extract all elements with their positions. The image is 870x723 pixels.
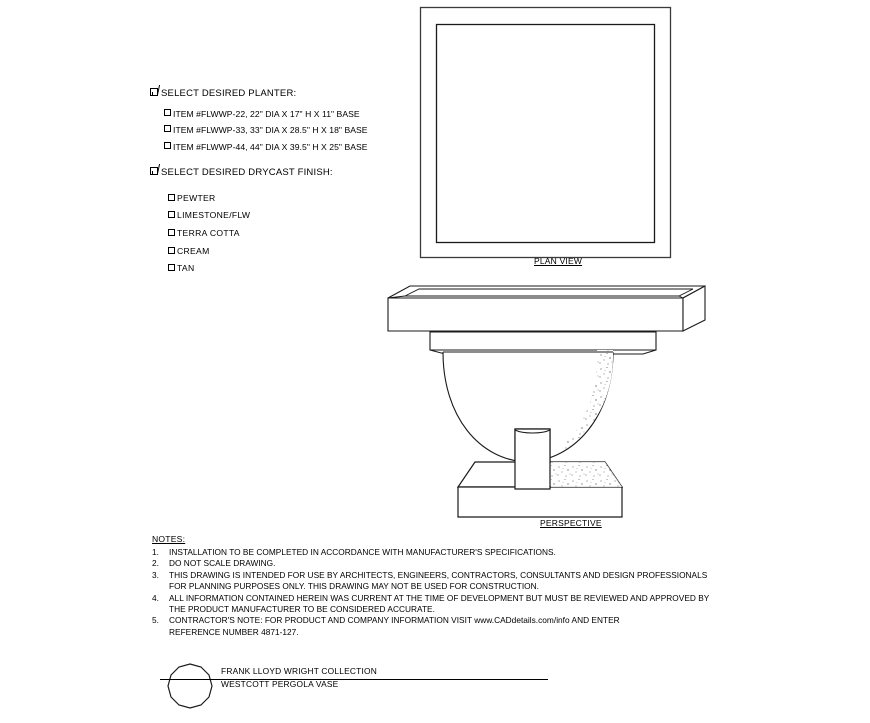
plan-outer-square [421, 8, 671, 258]
note-number: 3. [152, 569, 159, 580]
planter-option-label: ITEM #FLWWP-22, 22" DIA X 17" H X 11" BASE [173, 108, 360, 119]
rim-front-face [388, 298, 683, 331]
finish-option-row[interactable] [150, 264, 440, 273]
finish-option-checkbox[interactable] [168, 264, 175, 271]
note-line: CONTRACTOR'S NOTE: FOR PRODUCT AND COMPANY INFORMATION VISIT www.CADdetails.com/info AND ENTER [169, 615, 620, 626]
finish-option-checkbox[interactable] [168, 211, 175, 218]
plan-view-drawing [415, 0, 685, 280]
finish-option-checkbox[interactable] [168, 194, 175, 201]
finish-option-row[interactable] [150, 247, 440, 256]
planter-option-label: ITEM #FLWWP-44, 44" DIA X 39.5" H X 25" BASE [173, 141, 368, 152]
planter-option-checkbox[interactable] [164, 142, 171, 149]
note-line: THIS DRAWING IS INTENDED FOR USE BY ARCHITECTS, ENGINEERS, CONTRACTORS, CONSULTANTS AND DESIGN PROFESSIONALS [169, 569, 708, 580]
pedestal-stem-front [515, 429, 550, 489]
finish-option-label: PEWTER [177, 192, 216, 203]
planter-option-row[interactable] [150, 142, 440, 152]
note-line: REFERENCE NUMBER 4871-127. [169, 626, 299, 637]
finish-option-label: TAN [177, 263, 195, 274]
notes-title: NOTES: [152, 534, 186, 544]
spacer [150, 158, 440, 167]
note-item [152, 570, 842, 593]
note-line: DO NOT SCALE DRAWING. [169, 558, 276, 569]
planter-option-checkbox[interactable] [164, 125, 171, 132]
finish-option-checkbox[interactable] [168, 229, 175, 236]
note-line: FOR PLANNING PURPOSES ONLY. THIS DRAWING MAY NOT BE USED FOR CONSTRUCTION. [169, 581, 539, 592]
note-text [169, 615, 842, 638]
note-line: THE PRODUCT MANUFACTURER TO BE CONSIDERED ACCURATE. [169, 604, 435, 615]
note-item [152, 558, 842, 569]
logo-circle-shape [168, 664, 212, 708]
finish-option-row[interactable] [150, 211, 440, 220]
note-item [152, 547, 842, 558]
select-planter-heading-checkbox[interactable] [150, 88, 158, 96]
logo-polygon-icon [163, 662, 221, 718]
title-block [163, 662, 583, 718]
note-text [169, 547, 842, 558]
planter-option-checkbox[interactable] [164, 109, 171, 116]
finish-option-row[interactable] [150, 194, 440, 203]
plan-view-caption: PLAN VIEW [534, 256, 583, 266]
base-front-face [458, 487, 622, 517]
perspective-drawing [375, 282, 720, 537]
plan-inner-square [437, 25, 655, 243]
title-rule-left [160, 679, 220, 680]
finish-option-label: LIMESTONE/FLW [177, 210, 251, 221]
select-finish-heading-row[interactable] [150, 167, 440, 178]
note-number: 2. [152, 558, 159, 569]
note-line: INSTALLATION TO BE COMPLETED IN ACCORDANCE WITH MANUFACTURER'S SPECIFICATIONS. [169, 547, 556, 557]
note-line: ALL INFORMATION CONTAINED HEREIN WAS CURRENT AT THE TIME OF DEVELOPMENT BUT MUST BE REVIEWED AND APPROVED BY [169, 592, 710, 603]
perspective-caption: PERSPECTIVE [540, 518, 602, 528]
note-item [152, 593, 842, 616]
perspective-svg [375, 282, 720, 532]
finish-option-row[interactable] [150, 229, 440, 238]
note-number: 1. [152, 547, 159, 557]
collar-band [430, 332, 656, 350]
finish-option-label: TERRA COTTA [177, 227, 240, 238]
finish-option-label: CREAM [177, 245, 210, 256]
title-text-group [221, 665, 377, 691]
note-text [169, 593, 842, 616]
note-text [169, 570, 842, 593]
options-panel [150, 88, 440, 282]
plan-view-svg [415, 0, 685, 275]
select-planter-heading-label: SELECT DESIRED PLANTER: [161, 88, 297, 99]
base-top-shade [551, 462, 622, 487]
planter-option-row[interactable] [150, 109, 440, 119]
finish-option-checkbox[interactable] [168, 247, 175, 254]
rim-opening [405, 289, 693, 296]
notes-block [152, 534, 842, 638]
collection-name: FRANK LLOYD WRIGHT COLLECTION [221, 666, 377, 676]
note-number: 5. [152, 615, 159, 626]
planter-option-row[interactable] [150, 125, 440, 135]
select-planter-heading-row[interactable] [150, 88, 440, 99]
note-number: 4. [152, 592, 159, 603]
planter-option-label: ITEM #FLWWP-33, 33" DIA X 28.5" H X 18" BASE [173, 125, 368, 136]
select-finish-heading-checkbox[interactable] [150, 167, 158, 175]
product-name: WESTCOTT PERGOLA VASE [221, 679, 339, 689]
note-item [152, 615, 842, 638]
collection-logo [163, 662, 221, 723]
select-finish-heading-label: SELECT DESIRED DRYCAST FINISH: [161, 167, 333, 179]
note-text [169, 558, 842, 569]
